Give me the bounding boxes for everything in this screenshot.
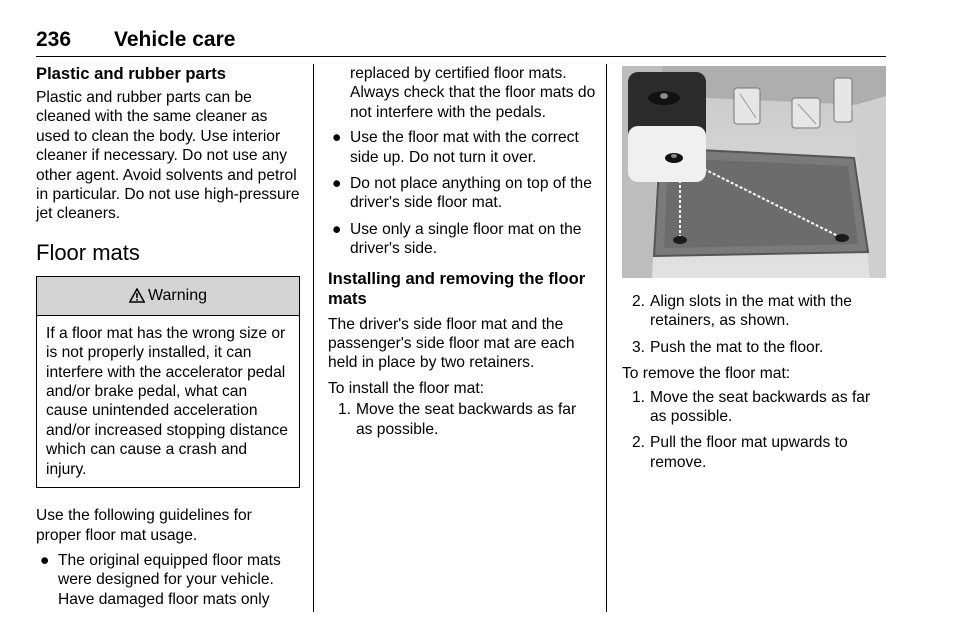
- column-divider-2: [606, 64, 607, 612]
- list-item: [328, 128, 596, 167]
- list-item: [622, 338, 887, 357]
- list-item: [622, 433, 887, 472]
- bullet-text: The original equipped floor mats were designed for your vehicle. Have damaged floor mats only: [58, 551, 281, 608]
- bullet-icon: ●: [332, 175, 342, 193]
- step-number: 1.: [338, 401, 352, 419]
- guidelines-list-continued: [328, 128, 596, 258]
- page-header: [36, 26, 886, 57]
- warning-box: [36, 276, 300, 488]
- floor-mat-illustration: [622, 66, 886, 278]
- warning-body: If a floor mat has the wrong size or is not properly installed, it can interfere with the accelerator pedal and/or brake pedal, what can cause unintended acceleration and/or increased stopping distance which can cause a crash and injury.: [46, 324, 288, 478]
- warning-title: Warning: [148, 287, 207, 305]
- plastic-rubber-heading: Plastic and rubber parts: [36, 64, 226, 83]
- bullet-icon: ●: [332, 129, 342, 147]
- step-text: Pull the floor mat upwards to remove.: [650, 434, 848, 471]
- retainers-text: The driver's side floor mat and the passenger's side floor mat are each held in place by two retainers.: [328, 315, 575, 372]
- warning-icon: [129, 288, 145, 303]
- remove-steps: [622, 388, 887, 473]
- list-item: [622, 292, 887, 331]
- column-divider-1: [313, 64, 314, 612]
- column-2: [328, 64, 596, 446]
- list-item: [622, 388, 887, 427]
- remove-intro: To remove the floor mat:: [622, 365, 791, 383]
- step-text: Push the mat to the floor.: [650, 338, 824, 356]
- list-item: [328, 400, 596, 439]
- step-text: Align slots in the mat with the retainers, as shown.: [650, 293, 852, 330]
- page-number: 236: [36, 28, 72, 51]
- column-3: [622, 290, 887, 479]
- bullet-continuation: replaced by certified floor mats. Always check that the floor mats do not interfere with the pedals.: [350, 65, 596, 121]
- chapter-title: Vehicle care: [114, 28, 236, 51]
- floor-mats-heading: Floor mats: [36, 239, 140, 265]
- installing-heading: Installing and removing the floor mats: [328, 268, 586, 308]
- bullet-icon: ●: [332, 220, 342, 238]
- bullet-text: Use only a single floor mat on the driver's side.: [350, 220, 582, 258]
- step-text: Move the seat backwards as far as possible.: [356, 401, 577, 438]
- guidelines-list: [36, 551, 300, 609]
- install-intro: To install the floor mat:: [328, 379, 485, 397]
- install-steps: [328, 400, 596, 439]
- bullet-text: Do not place anything on top of the driver's side floor mat.: [350, 175, 592, 212]
- step-text: Move the seat backwards as far as possible.: [650, 388, 871, 426]
- install-steps-continued: [622, 292, 887, 357]
- bullet-text: Use the floor mat with the correct side up. Do not turn it over.: [350, 129, 579, 166]
- column-1: [36, 64, 300, 616]
- step-number: 2.: [632, 293, 646, 310]
- plastic-rubber-text: Plastic and rubber parts can be cleaned with the same cleaner as used to clean the body. Use interior cleaner if necessary. Do not use any other agent. Avoid solvents and petrol in particular. Do not use high-pressure jet cleaners.: [36, 89, 300, 223]
- guidelines-text: Use the following guidelines for proper floor mat usage.: [36, 507, 252, 544]
- list-item: [328, 174, 596, 213]
- list-item: [36, 551, 300, 609]
- list-item: [328, 220, 596, 259]
- step-number: 1.: [632, 388, 646, 406]
- step-number: 3.: [632, 338, 646, 356]
- step-number: 2.: [632, 434, 646, 452]
- warning-header: [37, 277, 299, 316]
- bullet-icon: ●: [40, 551, 50, 569]
